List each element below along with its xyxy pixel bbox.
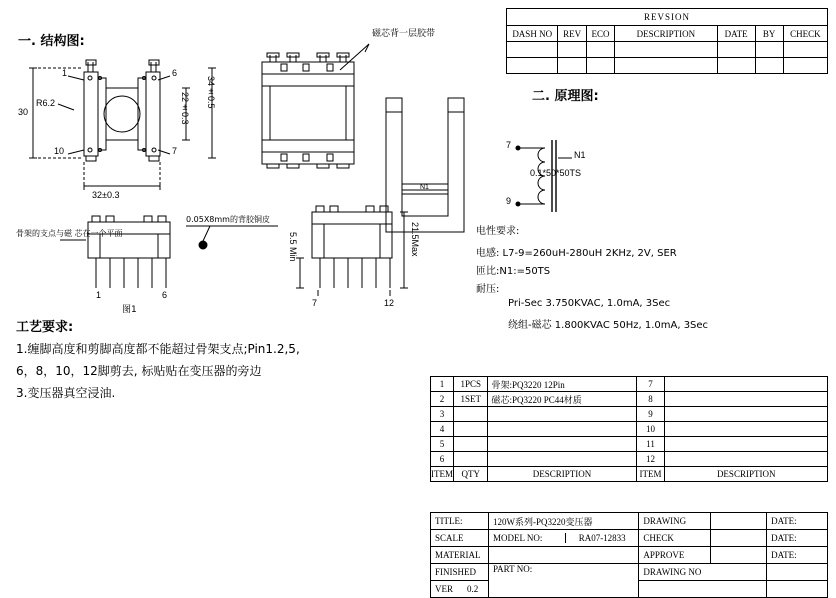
bom-table — [430, 376, 828, 482]
dim-r62: R6.2 — [36, 98, 56, 108]
revision-header-rev: REV — [558, 26, 586, 42]
revision-cell — [507, 58, 558, 74]
material-value — [488, 547, 638, 564]
electrical-line3: 耐压: — [476, 284, 500, 295]
bom-item2: 9 — [636, 407, 665, 422]
bom-description2 — [665, 437, 828, 452]
bom-item: 1 — [431, 377, 454, 392]
revision-cell — [783, 58, 827, 74]
dim-32: 32±0.3 — [92, 190, 120, 200]
bom-description — [488, 422, 636, 437]
bom-description2 — [665, 422, 828, 437]
schematic-pin-7: 7 — [506, 140, 512, 150]
callout-tape: 磁芯背一层胶带 — [372, 29, 436, 39]
title-block-row-title — [431, 513, 828, 530]
revision-table — [506, 8, 828, 74]
bom-item: 3 — [431, 407, 454, 422]
table-row — [507, 42, 828, 58]
bom-footer-item2: ITEM — [636, 467, 665, 482]
drawing-no-label: DRAWING NO — [639, 564, 767, 581]
bom-item: 4 — [431, 422, 454, 437]
schematic-pin-9: 9 — [506, 196, 512, 206]
date-label-3: DATE: — [767, 547, 828, 564]
date-label-1: DATE: — [767, 513, 828, 530]
electrical-title: 电性要求: — [476, 226, 520, 237]
bom-description — [488, 407, 636, 422]
ver-label: VER — [435, 584, 453, 594]
title-block-row-scale — [431, 530, 828, 547]
table-row — [431, 422, 828, 437]
revision-cell — [783, 42, 827, 58]
bom-qty: 1PCS — [454, 377, 488, 392]
structure-heading: 一. 结构图: — [18, 34, 85, 49]
ver-value: 0.2 — [467, 584, 479, 594]
bom-item2: 10 — [636, 422, 665, 437]
note-copper: 0.05X8mm的背胶铜皮 — [186, 215, 270, 224]
bom-qty: 1SET — [454, 392, 488, 407]
revision-cell — [558, 58, 586, 74]
drawing-no-value — [767, 564, 828, 581]
dim-22: 22±0.3 — [180, 92, 190, 125]
dim-30: 30 — [18, 107, 29, 117]
revision-cell — [586, 42, 614, 58]
revision-cell — [717, 42, 755, 58]
revision-title: REVSION — [507, 9, 828, 26]
bom-item2: 11 — [636, 437, 665, 452]
bom-description — [488, 437, 636, 452]
bom-item2: 7 — [636, 377, 665, 392]
pin-label-10: 10 — [54, 146, 65, 156]
check-label: CHECK — [639, 530, 711, 547]
bom-description: 骨架:PQ3220 12Pin — [488, 377, 636, 392]
bom-description2 — [665, 407, 828, 422]
revision-header-by: BY — [755, 26, 783, 42]
process-line1: 1.缠脚高度和剪脚高度都不能超过骨架支点;Pin1.2,5, — [16, 342, 300, 356]
electrical-line2: 匝比:N1:=50TS — [476, 266, 551, 277]
title-block-blank-1 — [639, 581, 767, 598]
title-label: TITLE: — [431, 513, 489, 530]
pin-label-1: 1 — [62, 68, 68, 78]
title-block-row-finished — [431, 564, 828, 581]
title-block-blank-2 — [767, 581, 828, 598]
process-heading: 工艺要求: — [16, 320, 74, 335]
revision-header-eco: ECO — [586, 26, 614, 42]
bottom-pin-1: 1 — [96, 290, 102, 300]
material-label: MATERIAL — [431, 547, 489, 564]
schematic-heading: 二. 原理图: — [532, 89, 599, 104]
title-block-row-material — [431, 547, 828, 564]
bom-description2 — [665, 452, 828, 467]
revision-header-date: DATE — [717, 26, 755, 42]
check-value — [711, 530, 767, 547]
revision-cell — [755, 58, 783, 74]
schematic-wire-spec: 0.1*50*50TS — [530, 168, 582, 178]
bom-footer-item: ITEM — [431, 467, 454, 482]
revision-cell — [558, 42, 586, 58]
bom-item2: 12 — [636, 452, 665, 467]
drawing-value — [711, 513, 767, 530]
model-no-label: MODEL NO: — [489, 533, 566, 543]
dim-215max: 21.5Max — [410, 222, 420, 257]
revision-cell — [717, 58, 755, 74]
table-row — [431, 437, 828, 452]
pin-label-6: 6 — [172, 68, 178, 78]
table-row — [507, 58, 828, 74]
bom-qty — [454, 452, 488, 467]
bom-footer-row — [431, 467, 828, 482]
bom-item2: 8 — [636, 392, 665, 407]
revision-header-description: DESCRIPTION — [615, 26, 717, 42]
bom-item: 2 — [431, 392, 454, 407]
table-row — [431, 452, 828, 467]
process-line3: 3.变压器真空浸油. — [16, 386, 116, 400]
finished-label: FINISHED — [431, 564, 489, 581]
drawing-label: DRAWING — [639, 513, 711, 530]
bom-description — [488, 452, 636, 467]
title-value: 120W系列-PQ3220变压器 — [488, 513, 638, 530]
bom-description2 — [665, 392, 828, 407]
approve-value — [711, 547, 767, 564]
bom-footer-description2: DESCRIPTION — [665, 467, 828, 482]
electrical-line1: 电感: L7-9=260uH-280uH 2KHz, 2V, SER — [476, 248, 677, 259]
title-block — [430, 512, 828, 598]
scale-label: SCALE — [431, 530, 489, 547]
revision-cell — [507, 42, 558, 58]
bom-footer-qty: QTY — [454, 467, 488, 482]
bom-description2 — [665, 377, 828, 392]
revision-cell — [615, 58, 717, 74]
bom-qty — [454, 407, 488, 422]
note-frame: 骨架的支点与磁 芯在一个平面 — [16, 229, 123, 238]
table-row — [431, 392, 828, 407]
date-label-2: DATE: — [767, 530, 828, 547]
bom-item: 5 — [431, 437, 454, 452]
schematic-n1: N1 — [574, 150, 586, 160]
revision-cell — [586, 58, 614, 74]
bom-qty — [454, 422, 488, 437]
revision-cell — [615, 42, 717, 58]
electrical-line4: Pri-Sec 3.750KVAC, 1.0mA, 3Sec — [508, 298, 671, 309]
table-row — [431, 377, 828, 392]
pin-label-7: 7 — [172, 146, 178, 156]
bottom-pin-12: 12 — [384, 298, 395, 308]
dim-55min: 5.5 Min — [288, 232, 298, 262]
revision-header-row — [507, 26, 828, 42]
part-no-label: PART NO: — [488, 564, 638, 598]
process-line2: 6，8，10，12脚剪去, 标贴贴在变压器的旁边 — [16, 364, 262, 378]
approve-label: APPROVE — [639, 547, 711, 564]
revision-header-check: CHECK — [783, 26, 827, 42]
bom-footer-description: DESCRIPTION — [488, 467, 636, 482]
revision-cell — [755, 42, 783, 58]
fig1-label: 图1 — [122, 305, 137, 315]
bottom-pin-7: 7 — [312, 298, 318, 308]
bottom-pin-6: 6 — [162, 290, 168, 300]
revision-header-dash-no: DASH NO — [507, 26, 558, 42]
core-label-n1: N1 — [420, 184, 429, 191]
bom-item: 6 — [431, 452, 454, 467]
table-row — [431, 407, 828, 422]
dim-34: 34±0.5 — [206, 76, 216, 109]
model-no-value: RA07-12833 — [578, 533, 626, 543]
bom-qty — [454, 437, 488, 452]
bom-description: 磁芯:PQ3220 PC44材质 — [488, 392, 636, 407]
electrical-line5: 绕组-磁芯 1.800KVAC 50Hz, 1.0mA, 3Sec — [508, 320, 709, 331]
